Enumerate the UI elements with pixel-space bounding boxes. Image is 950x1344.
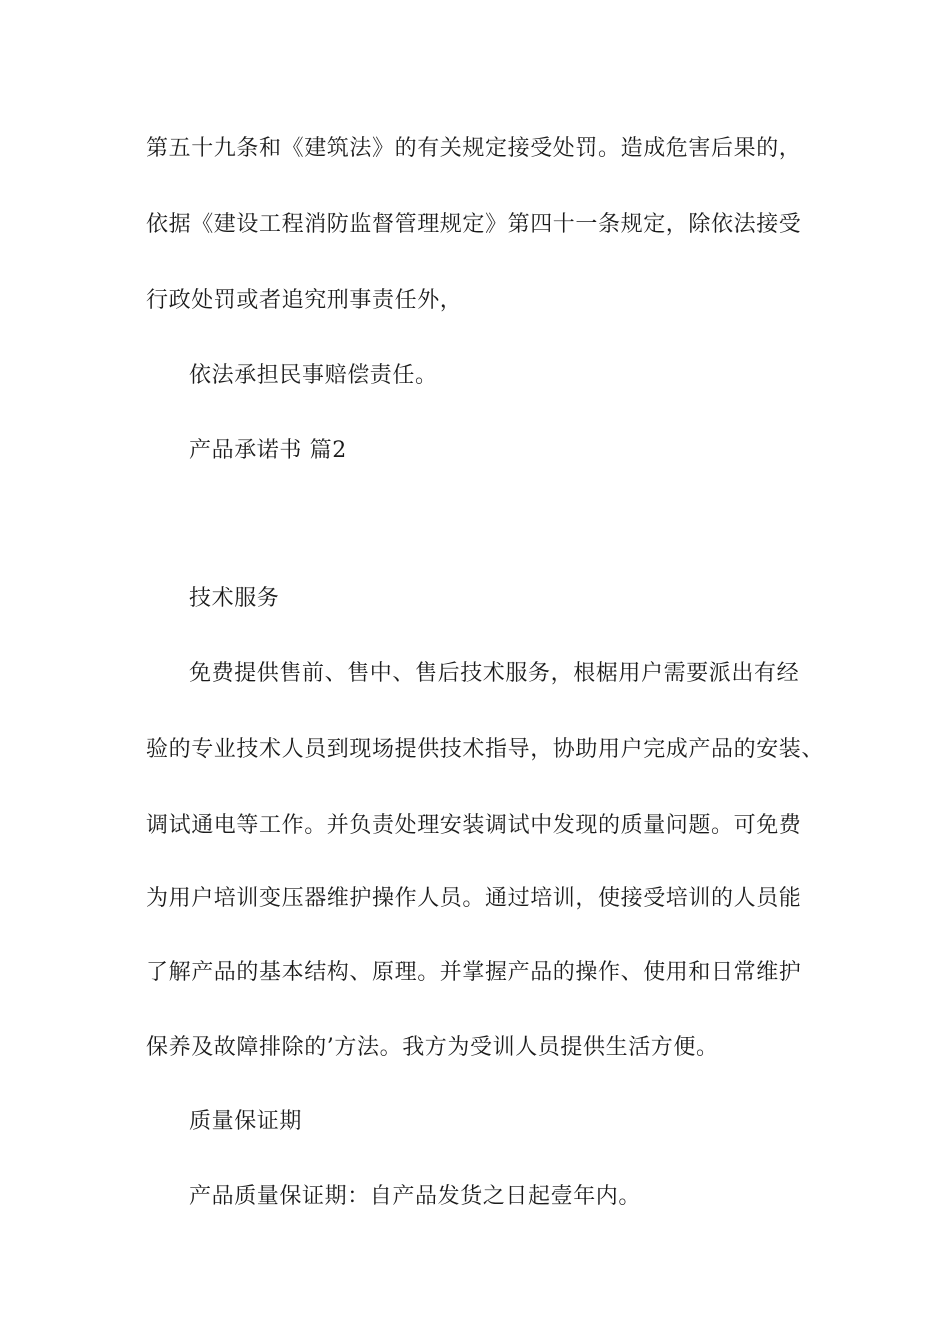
paragraph-line: 免费提供售前、售中、售后技术服务，根椐用户需要派出有经: [189, 661, 800, 686]
paragraph-line: 保养及故障排除的’方法。我方为受训人员提供生活方便。: [146, 1035, 719, 1060]
paragraph-line: 验的专业技术人员到现场提供技术指导，协助用户完成产品的安装、: [146, 737, 825, 762]
paragraph-line: 了解产品的基本结构、原理。并掌握产品的操作、使用和日常维护: [146, 960, 802, 985]
paragraph-line: 调试通电等工作。并负责处理安装调试中发现的质量问题。可免费: [146, 813, 802, 838]
paragraph-line: 依据《建设工程消防监督管理规定》第四十一条规定，除依法接受: [146, 212, 802, 237]
paragraph-line: 依法承担民事赔偿责任。: [189, 363, 438, 388]
paragraph-line: 为用户培训变压器维护操作人员。通过培训，使接受培训的人员能: [146, 886, 802, 911]
paragraph-line: 产品质量保证期：自产品发货之日起壹年内。: [189, 1184, 642, 1209]
subsection-heading: 技术服务: [189, 586, 280, 611]
subsection-heading: 质量保证期: [189, 1109, 303, 1134]
paragraph-line: 第五十九条和《建筑法》的有关规定接受处罚。造成危害后果的，: [146, 136, 802, 161]
paragraph-line: 行政处罚或者追究刑事责任外，: [146, 288, 463, 313]
section-heading: 产品承诺书 篇2: [189, 438, 347, 463]
